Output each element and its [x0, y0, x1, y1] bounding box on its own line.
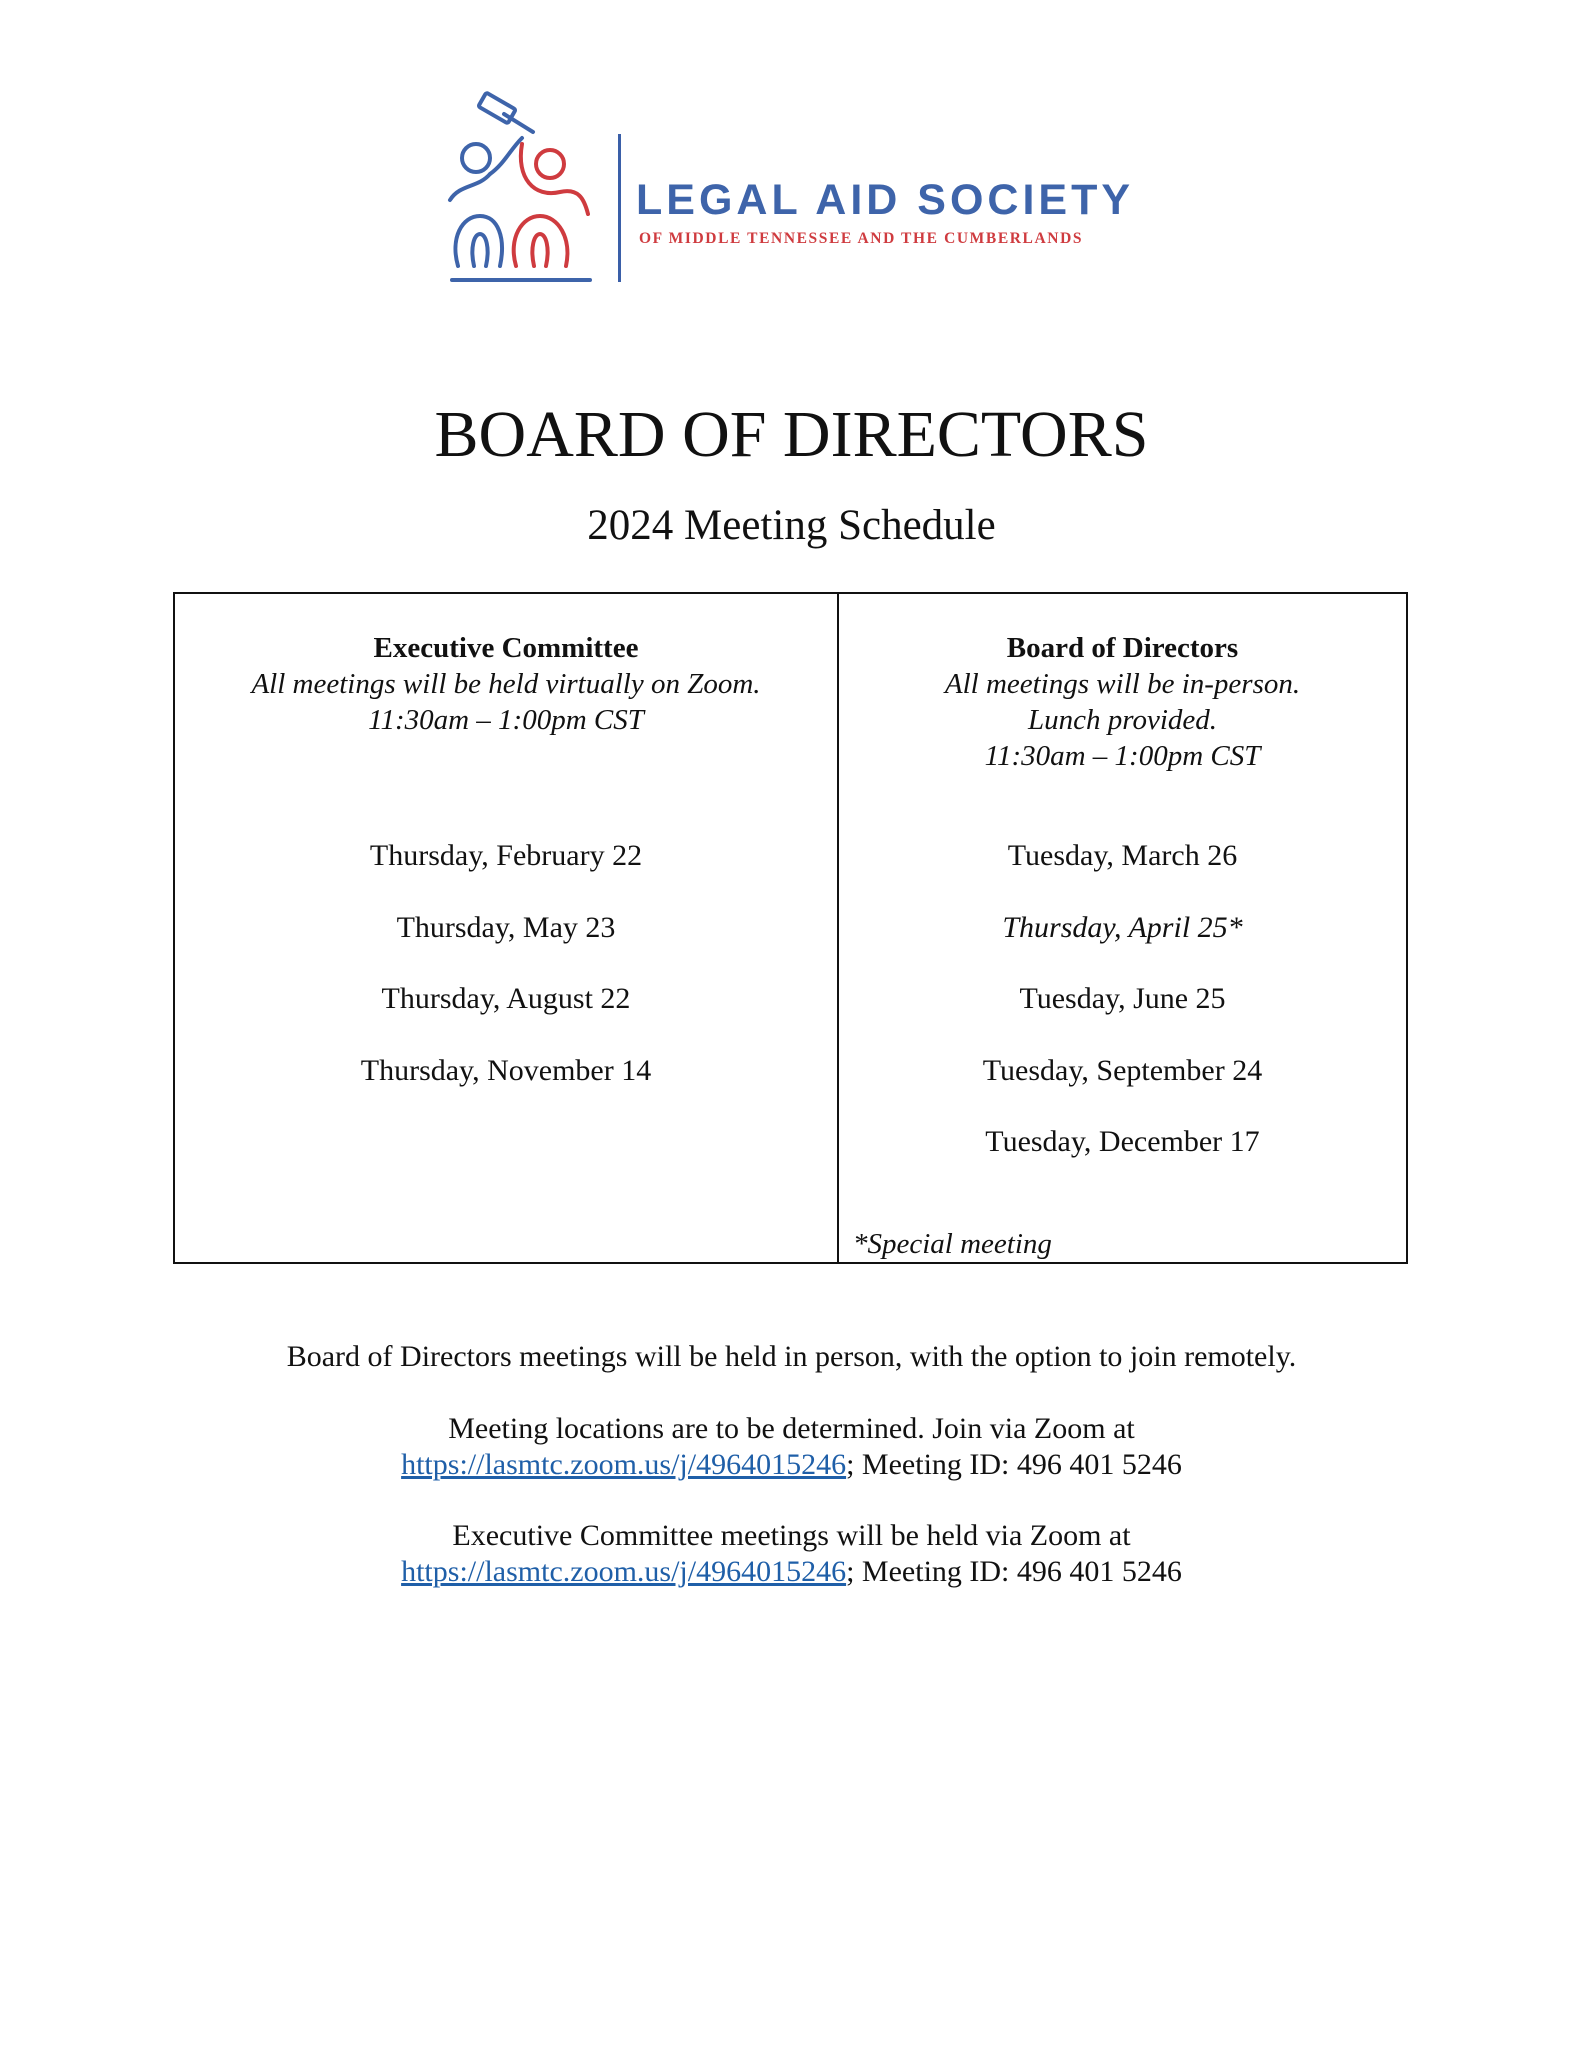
executive-zoom-note: Executive Committee meetings will be held via Zoom at: [452, 1519, 1131, 1552]
executive-committee-heading: Executive Committee: [373, 632, 639, 664]
board-zoom-line: [0, 1447, 1583, 1483]
meeting-date: Tuesday, March 26: [1007, 839, 1238, 872]
gavel-figures-icon: [438, 88, 618, 288]
schedule-table: [173, 592, 1408, 1264]
logo-divider: [618, 134, 621, 282]
executive-committee-header: [175, 630, 837, 738]
board-of-directors-dates: [839, 838, 1406, 1196]
board-meeting-id: ; Meeting ID: 496 401 5246: [846, 1448, 1182, 1481]
special-meeting-footnote: *Special meeting: [853, 1228, 1052, 1260]
meeting-date: Thursday, February 22: [369, 839, 643, 872]
organization-logo: [438, 88, 1158, 288]
meeting-date: Thursday, May 23: [396, 910, 616, 944]
executive-committee-location-note: All meetings will be held virtually on Zoom.: [251, 668, 761, 700]
executive-zoom-link[interactable]: https://lasmtc.zoom.us/j/4964015246: [401, 1555, 847, 1588]
meeting-date: Thursday, August 22: [381, 982, 631, 1015]
page-title: BOARD OF DIRECTORS: [434, 398, 1149, 471]
organization-subtitle: OF MIDDLE TENNESSEE AND THE CUMBERLANDS: [639, 230, 1084, 247]
board-zoom-link[interactable]: https://lasmtc.zoom.us/j/4964015246: [401, 1448, 847, 1481]
meeting-date: Tuesday, December 17: [985, 1125, 1260, 1158]
meeting-date: Thursday, November 14: [360, 1053, 652, 1087]
meeting-date: Tuesday, September 24: [982, 1053, 1263, 1087]
executive-zoom-line: [0, 1554, 1583, 1590]
board-lunch-note: Lunch provided.: [1027, 704, 1217, 736]
special-meeting-date: Thursday, April 25*: [1002, 910, 1243, 944]
organization-name: LEGAL AID SOCIETY: [636, 176, 1135, 224]
executive-meeting-id: ; Meeting ID: 496 401 5246: [846, 1555, 1182, 1588]
board-meeting-note: Board of Directors meetings will be held in person, with the option to join remotely.: [286, 1340, 1297, 1373]
board-of-directors-heading: Board of Directors: [1006, 632, 1239, 664]
board-of-directors-header: [839, 630, 1406, 774]
board-of-directors-column: [839, 594, 1406, 1262]
board-location-note: All meetings will be in-person.: [944, 668, 1301, 700]
board-time: 11:30am – 1:00pm CST: [984, 740, 1261, 772]
executive-committee-time: 11:30am – 1:00pm CST: [368, 704, 644, 736]
meeting-location-note: Meeting locations are to be determined. Join via Zoom at: [448, 1412, 1135, 1445]
executive-committee-dates: [175, 838, 837, 1124]
page-subtitle: 2024 Meeting Schedule: [587, 502, 996, 549]
meeting-date: Tuesday, June 25: [1019, 982, 1226, 1015]
executive-committee-column: [175, 594, 839, 1262]
